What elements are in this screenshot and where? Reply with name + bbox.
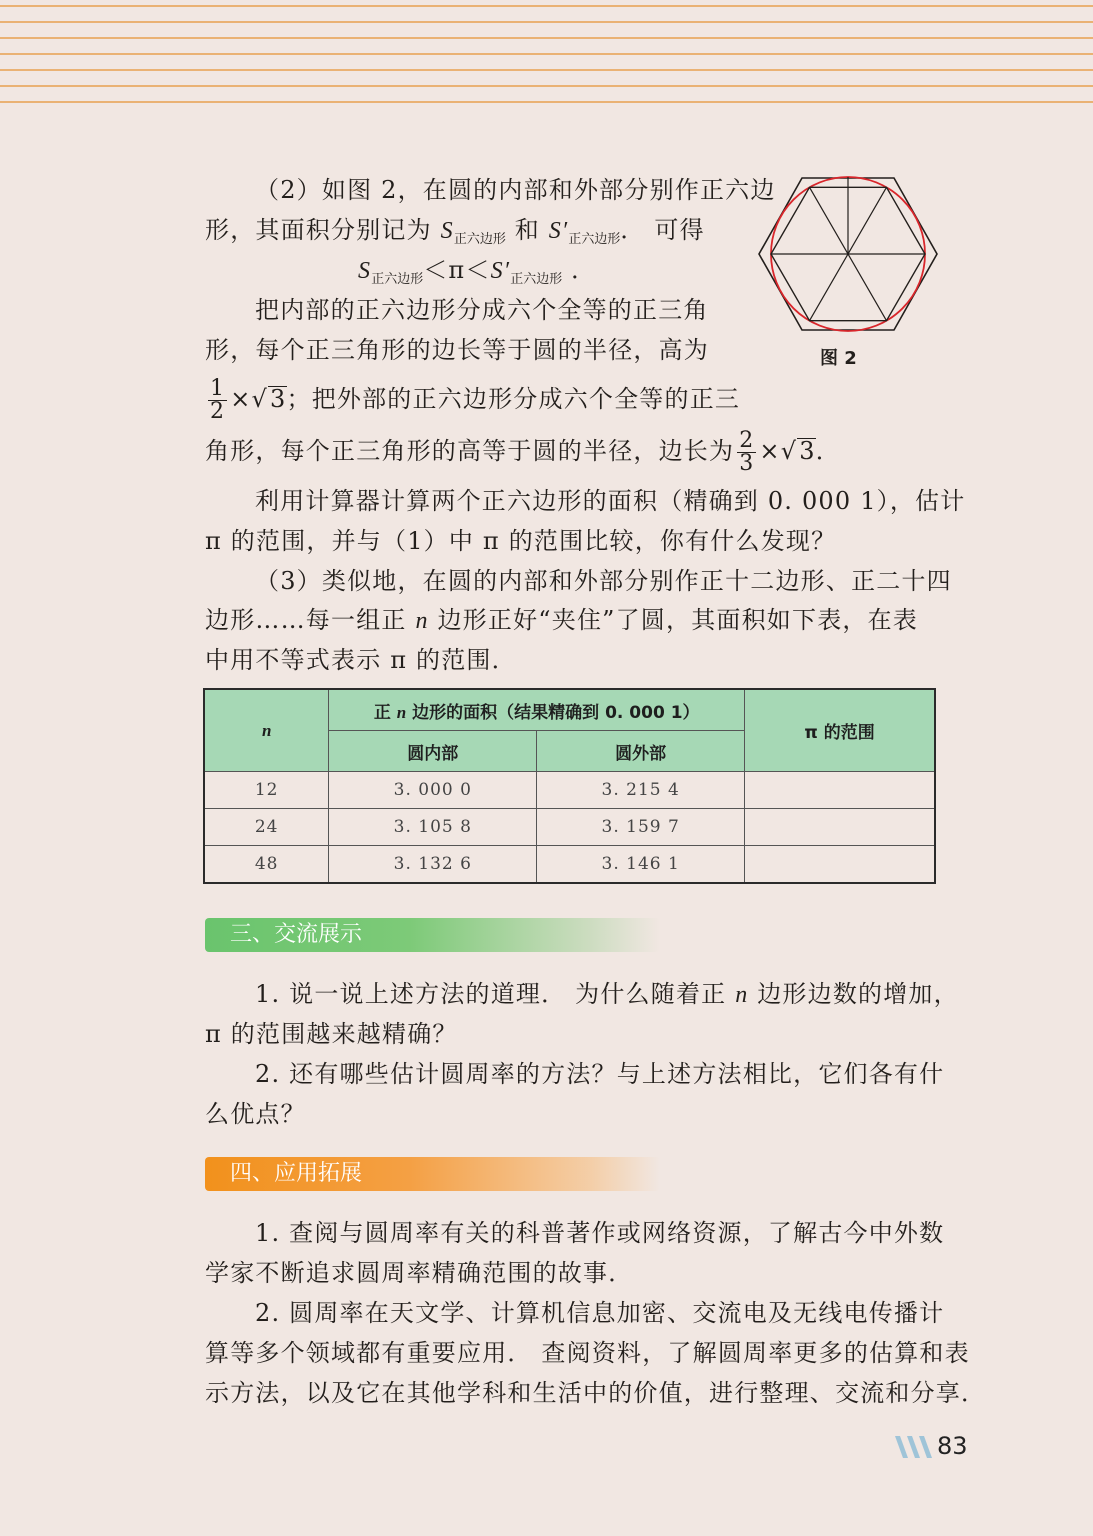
section-heading-extension: 四、应用拓展 bbox=[205, 1157, 660, 1191]
extension-task-1-line1: 1. 查阅与圆周率有关的科普著作或网络资源，了解古今中外数 bbox=[255, 1219, 945, 1247]
header-pi-range: π 的范围 bbox=[745, 689, 935, 772]
header-rule-lines bbox=[0, 0, 1093, 110]
section-heading-discussion: 三、交流展示 bbox=[205, 918, 660, 952]
paragraph-inner-hexagon-line3: $\frac{1}{2}$ ×√3；把外部的正六边形分成六个全等的正三 bbox=[210, 376, 741, 424]
polygon-area-table bbox=[203, 688, 936, 884]
figure-caption: 图 2 bbox=[820, 348, 857, 369]
cell-inner: 3. 000 0 bbox=[329, 772, 537, 809]
fraction-one-half: $\frac{1}{2}$ bbox=[210, 376, 226, 424]
paragraph-inner-hexagon-line1: 把内部的正六边形分成六个全等的正三角 bbox=[255, 296, 709, 324]
extension-task-2-line3: 示方法，以及它在其他学科和生活中的价值，进行整理、交流和分享． bbox=[205, 1379, 987, 1407]
header-n: n bbox=[204, 689, 329, 772]
cell-inner: 3. 105 8 bbox=[329, 809, 537, 846]
paragraph-part2-line1: （2）如图 2，在圆的内部和外部分别作正六边 bbox=[255, 176, 776, 204]
inequality-formula: $S_{正六边形}<\pi<S'_{正六边形}$ ． bbox=[358, 256, 597, 287]
extension-task-2-line1: 2. 圆周率在天文学、计算机信息加密、交流电及无线电传播计 bbox=[255, 1299, 945, 1327]
table-row bbox=[204, 846, 935, 884]
paragraph-part3-line3: 中用不等式表示 π 的范围． bbox=[205, 646, 517, 674]
page-number-text: 83 bbox=[937, 1432, 968, 1460]
paragraph-inner-hexagon-line2: 形，每个正三角形的边长等于圆的半径，高为 bbox=[205, 336, 709, 364]
header-outer: 圆外部 bbox=[537, 731, 745, 772]
discussion-question-1-line2: π 的范围越来越精确？ bbox=[205, 1020, 458, 1048]
discussion-question-2-line2: 么优点？ bbox=[205, 1100, 306, 1128]
cell-outer: 3. 146 1 bbox=[537, 846, 745, 884]
table-row bbox=[204, 772, 935, 809]
paragraph-outer-hexagon: 角形，每个正三角形的高等于圆的半径，边长为 $\frac{2}{3}$ ×√3． bbox=[205, 428, 841, 476]
paragraph-part3-line2: 边形……每一组正 n 边形正好“夹住”了圆，其面积如下表，在表 bbox=[205, 606, 919, 634]
page-number bbox=[893, 1432, 968, 1460]
cell-n: 12 bbox=[204, 772, 329, 809]
header-area: 正 n 边形的面积（结果精确到 0. 000 1） bbox=[329, 689, 745, 731]
cell-n: 48 bbox=[204, 846, 329, 884]
table-row bbox=[204, 809, 935, 846]
paragraph-part3-line1: （3）类似地，在圆的内部和外部分别作正十二边形、正二十四 bbox=[255, 567, 952, 595]
extension-task-1-line2: 学家不断追求圆周率精确范围的故事． bbox=[205, 1259, 634, 1287]
paragraph-part2-line2: 形，其面积分别记为 $S_{正六边形}$ 和 $S'_{正六边形}$． 可得 bbox=[205, 216, 705, 247]
header-inner: 圆内部 bbox=[329, 731, 537, 772]
cell-pi-range[interactable] bbox=[745, 846, 935, 884]
cell-n: 24 bbox=[204, 809, 329, 846]
paragraph-calculator-line2: π 的范围，并与（1）中 π 的范围比较，你有什么发现？ bbox=[205, 527, 837, 555]
discussion-question-2-line1: 2. 还有哪些估计圆周率的方法？与上述方法相比，它们各有什 bbox=[255, 1060, 945, 1088]
cell-pi-range[interactable] bbox=[745, 772, 935, 809]
extension-task-2-line2: 算等多个领域都有重要应用． 查阅资料，了解圆周率更多的估算和表 bbox=[205, 1339, 970, 1367]
paragraph-calculator-line1: 利用计算器计算两个正六边形的面积（精确到 0. 000 1），估计 bbox=[255, 487, 966, 515]
cell-outer: 3. 159 7 bbox=[537, 809, 745, 846]
discussion-question-1-line1: 1. 说一说上述方法的道理． 为什么随着正 n 边形边数的增加， bbox=[255, 980, 959, 1008]
page-marks-icon bbox=[893, 1434, 937, 1460]
cell-outer: 3. 215 4 bbox=[537, 772, 745, 809]
cell-pi-range[interactable] bbox=[745, 809, 935, 846]
hexagon-circle-figure bbox=[758, 176, 938, 336]
fraction-two-thirds: $\frac{2}{3}$ bbox=[739, 428, 755, 476]
cell-inner: 3. 132 6 bbox=[329, 846, 537, 884]
